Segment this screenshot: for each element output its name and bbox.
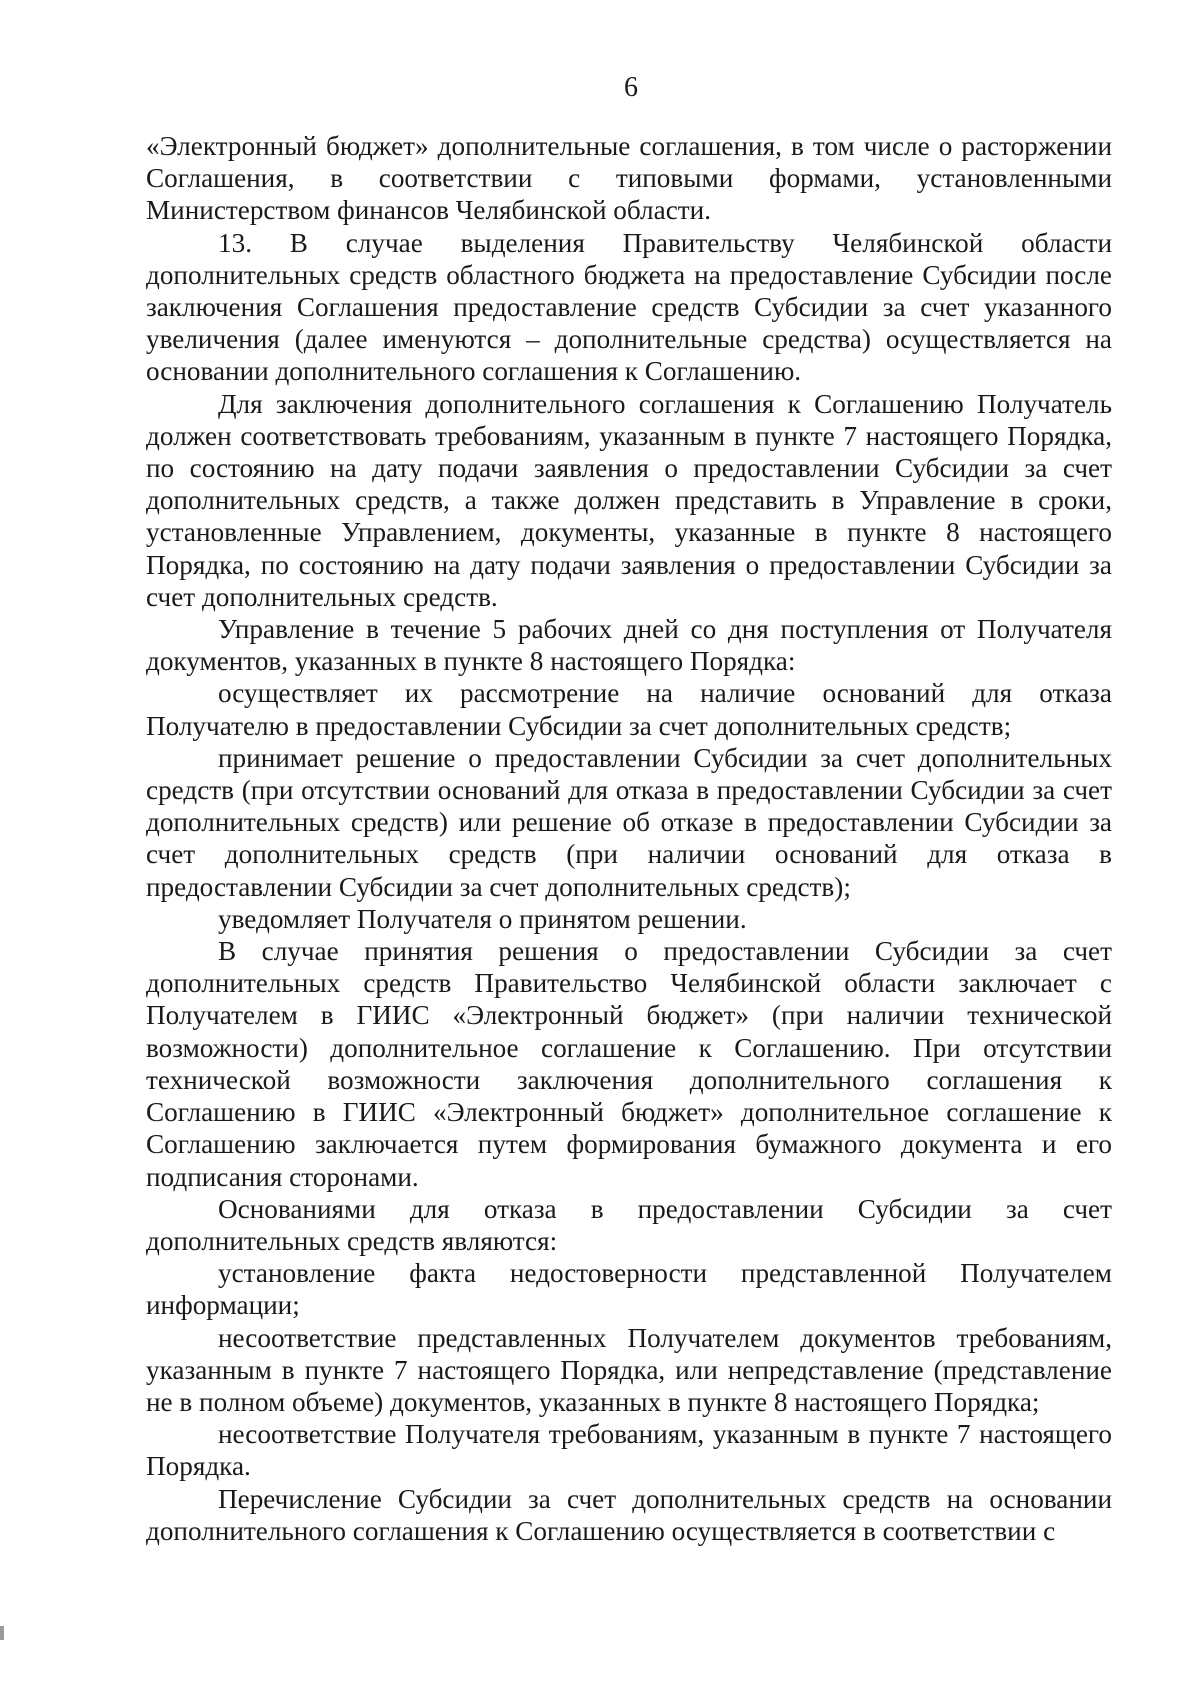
paragraph-transfer: Перечисление Субсидии за счет дополнительных средств на основании дополнительного соглашения к Соглашению осуществляется в соответствии с xyxy=(146,1483,1112,1546)
paragraph-ground-recipient-mismatch: несоответствие Получателя требованиям, указанным в пункте 7 настоящего Порядка. xyxy=(146,1419,1112,1482)
paragraph-ground-documents-mismatch: несоответствие представленных Получателем документов требованиям, указанным в пункте 7 настоящего Порядка, или непредставление (представление не в полном объеме) документов, указанных в пункте 8 настоящего Порядка; xyxy=(146,1322,1112,1417)
scan-edge-mark xyxy=(0,1626,4,1640)
paragraph-continuation: «Электронный бюджет» дополнительные соглашения, в том числе о расторжении Соглашения, в соответствии с типовыми формами, установленными Министерством финансов Челябинской области. xyxy=(146,131,1112,226)
paragraph-refusal-grounds: Основаниями для отказа в предоставлении Субсидии за счет дополнительных средств являются: xyxy=(146,1193,1112,1256)
paragraph-additional-agreement-conditions: Для заключения дополнительного соглашения к Соглашению Получатель должен соответствовать требованиям, указанным в пункте 7 настоящего Порядка, по состоянию на дату подачи заявления о предоставлении Субсидии за счет дополнительных средств, а также должен представить в Управление в сроки, установленные Управлением, документы, указанные в пункте 8 настоящего Порядка, по состоянию на дату подачи заявления о предоставлении Субсидии за счет дополнительных средств. xyxy=(146,388,1112,612)
paragraph-ground-unreliable-info: установление факта недостоверности представленной Получателем информации; xyxy=(146,1258,1112,1321)
page-number: 6 xyxy=(624,72,638,103)
paragraph-review-step: осуществляет их рассмотрение на наличие оснований для отказа Получателю в предоставлении Субсидии за счет дополнительных средств; xyxy=(146,678,1112,741)
paragraph-notify-step: уведомляет Получателя о принятом решении. xyxy=(218,903,747,934)
paragraph-agreement-conclusion: В случае принятия решения о предоставлении Субсидии за счет дополнительных средств Правительство Челябинской области заключает с Получателем в ГИИС «Электронный бюджет» (при наличии технической возможности) дополнительное соглашение к Соглашению. При отсутствии технической возможности заключения дополнительного соглашения к Соглашению в ГИИС «Электронный бюджет» дополнительное соглашение к Соглашению заключается путем формирования бумажного документа и его подписания сторонами. xyxy=(146,936,1112,1192)
paragraph-decision-step: принимает решение о предоставлении Субсидии за счет дополнительных средств (при отсутствии оснований для отказа в предоставлении Субсидии за счет дополнительных средств) или решение об отказе в предоставлении Субсидии за счет дополнительных средств (при наличии оснований для отказа в предоставлении Субсидии за счет дополнительных средств); xyxy=(146,742,1112,902)
document-body xyxy=(146,130,1112,1547)
paragraph-item-13: 13. В случае выделения Правительству Челябинской области дополнительных средств областного бюджета на предоставление Субсидии после заключения Соглашения предоставление средств Субсидии за счет указанного увеличения (далее именуются – дополнительные средства) осуществляется на основании дополнительного соглашения к Соглашению. xyxy=(146,227,1112,387)
paragraph-review-period: Управление в течение 5 рабочих дней со дня поступления от Получателя документов, указанных в пункте 8 настоящего Порядка: xyxy=(146,614,1112,677)
